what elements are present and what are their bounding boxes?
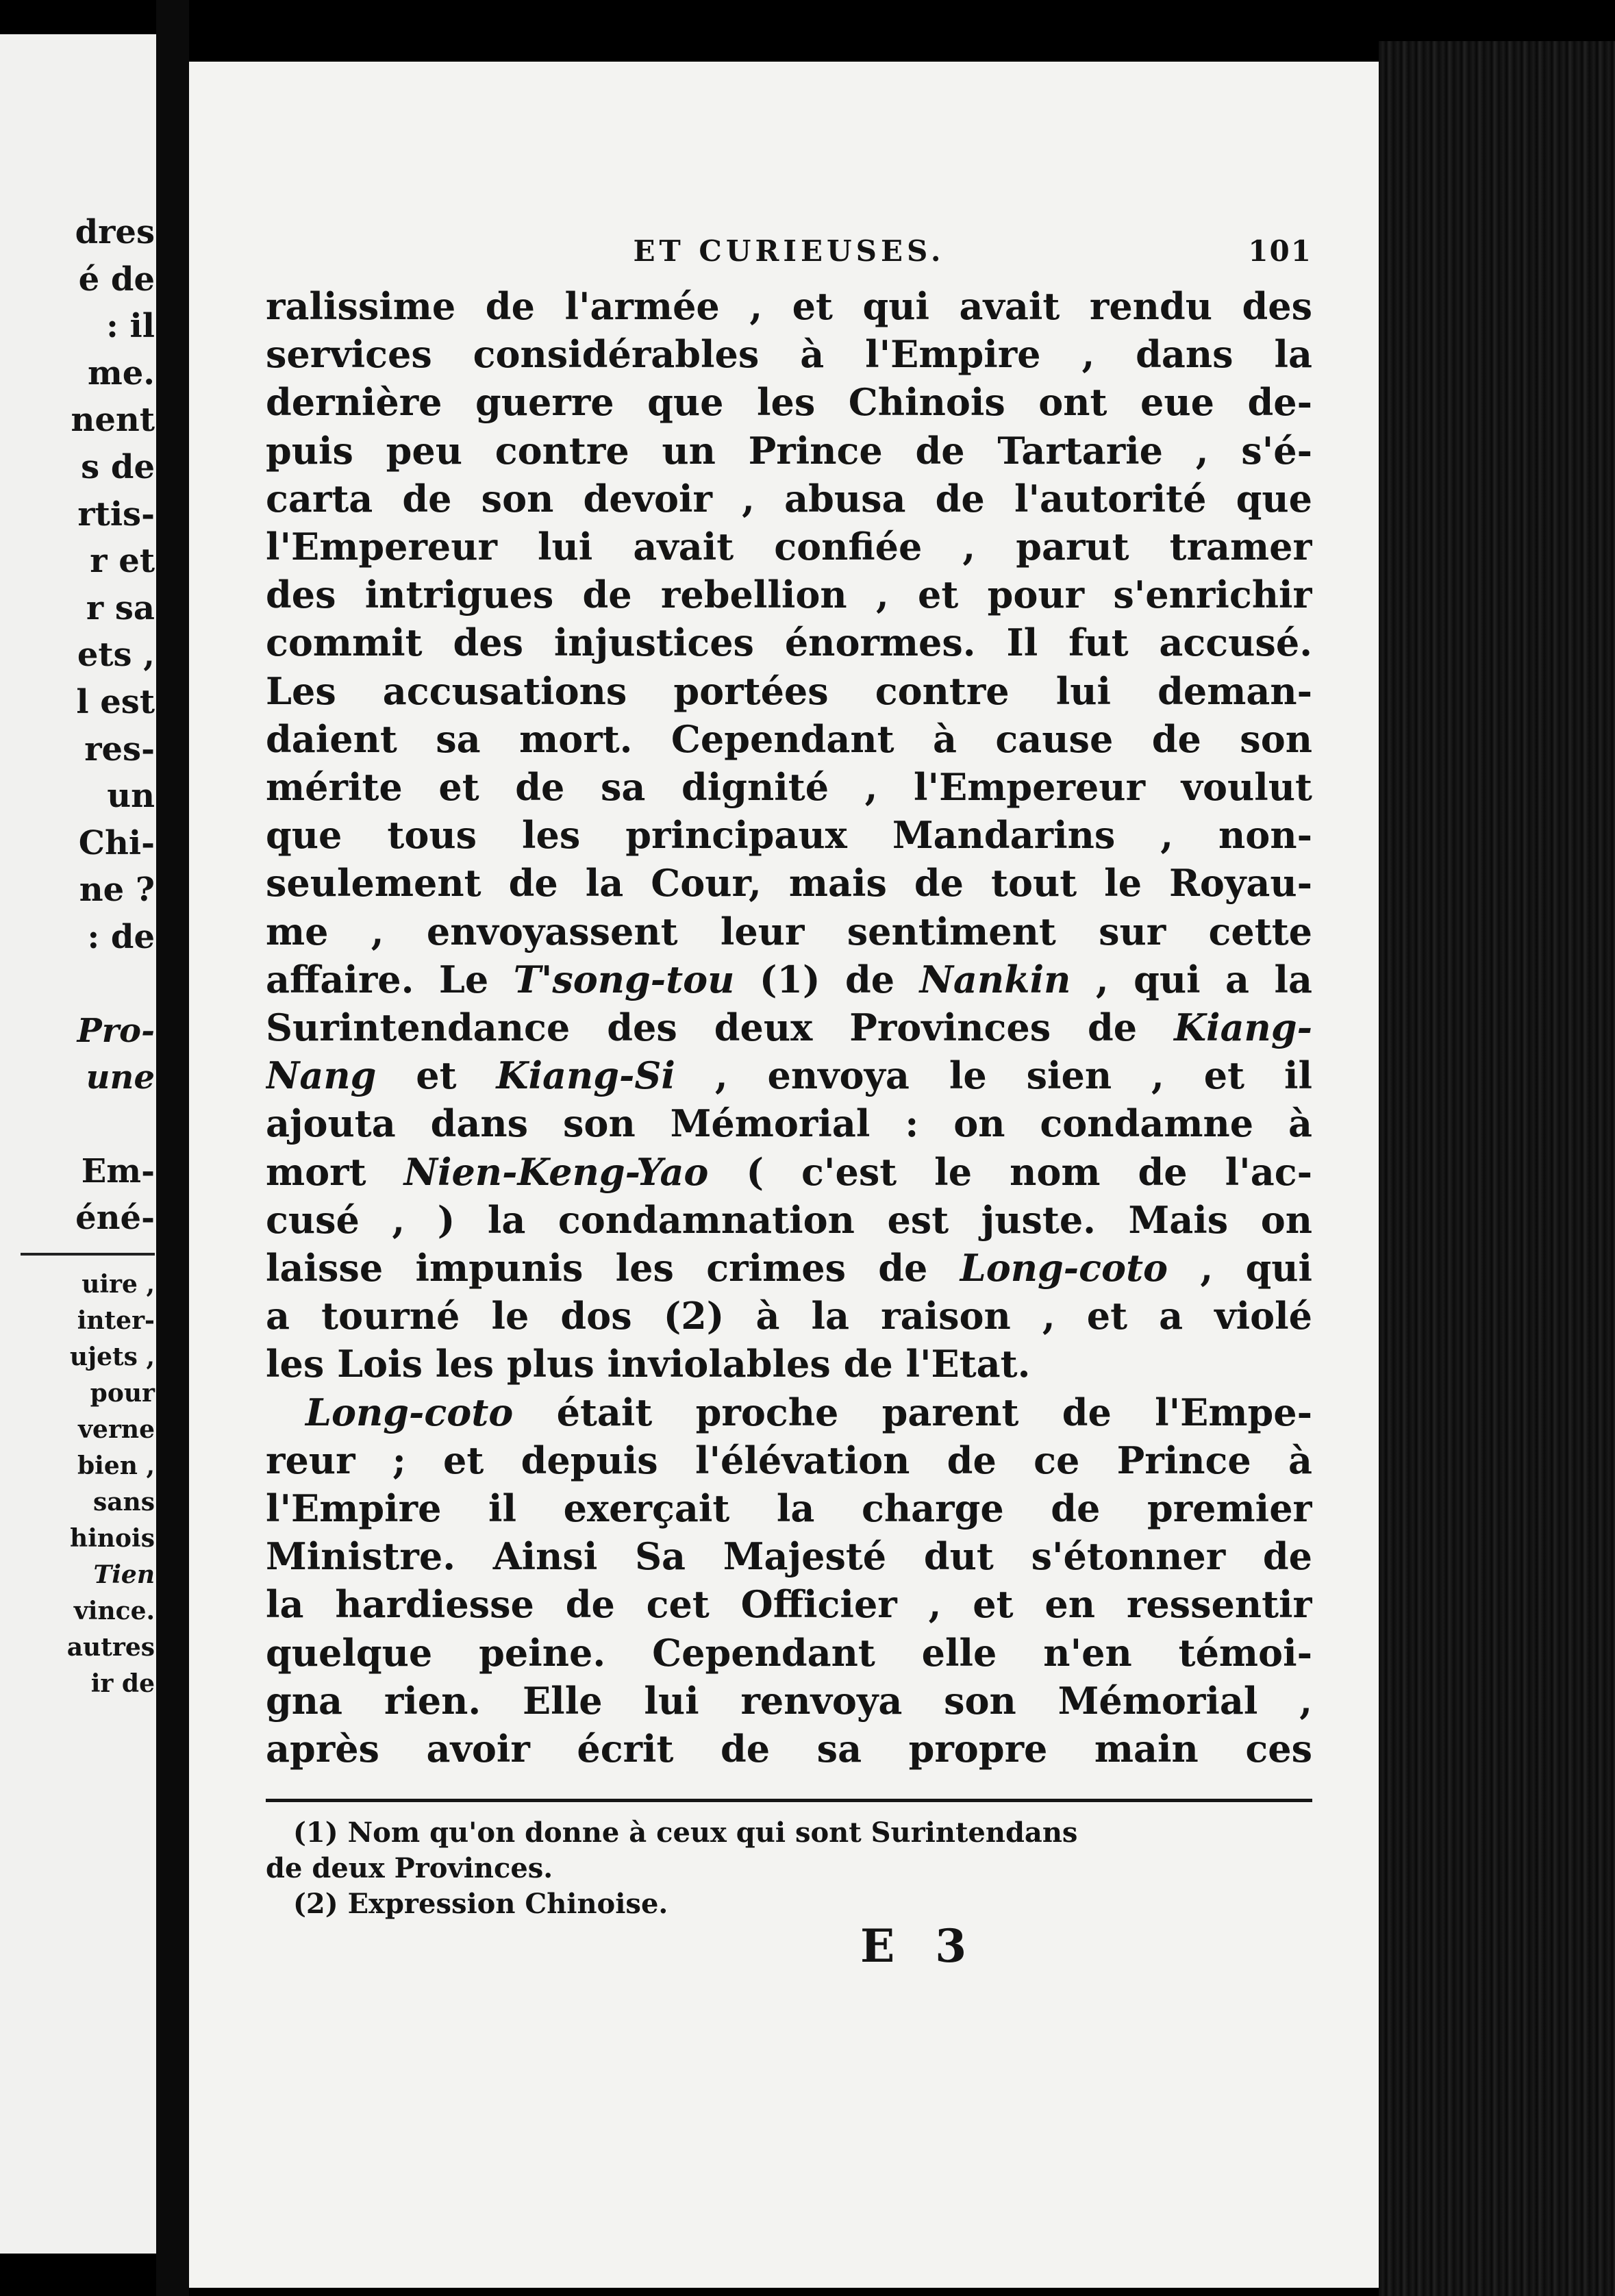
footnote-rule: [266, 1799, 1312, 1802]
footnote-line: (1) Nom qu'on donne à ceux qui sont Surintendans: [293, 1817, 1078, 1849]
blank-line: [0, 1101, 155, 1148]
text-line: [266, 956, 1312, 1003]
text-run: , qui: [1168, 1246, 1312, 1290]
footnotes: [266, 1815, 1312, 1922]
left-line: : de: [87, 917, 155, 956]
left-line: éné-: [75, 1199, 155, 1238]
text-line: gna rien. Elle lui renvoya son Mémorial ,: [266, 1678, 1312, 1723]
text-line: [266, 1051, 1312, 1099]
left-note-line: hinois: [70, 1523, 155, 1553]
left-line: res-: [84, 729, 155, 769]
running-head: [266, 234, 1312, 275]
body-text: [266, 282, 1312, 1773]
text-run: mort: [266, 1149, 404, 1194]
left-note-line: bien ,: [77, 1451, 155, 1480]
italic-term: Long-coto: [960, 1246, 1168, 1290]
left-note-line: inter-: [77, 1306, 155, 1335]
text-line: ralissime de l'armée , et qui avait rendu des: [266, 284, 1312, 328]
text-line: [266, 1003, 1312, 1051]
text-run: laisse impunis les crimes de: [266, 1246, 960, 1290]
italic-term: Nankin: [919, 957, 1071, 1001]
text-line: daient sa mort. Cependant à cause de son: [266, 716, 1312, 761]
text-line: me , envoyassent leur sentiment sur cette: [266, 909, 1312, 953]
text-line: [266, 1388, 1312, 1436]
left-note-line: pour: [90, 1378, 155, 1408]
left-note-line: autres: [66, 1632, 155, 1662]
text-line: [266, 1244, 1312, 1292]
left-note-line: Tien: [93, 1560, 155, 1589]
text-line: les Lois les plus inviolables de l'Etat.: [266, 1342, 1031, 1386]
text-run: (1) de: [734, 957, 920, 1001]
blank-line: [0, 961, 155, 1008]
previous-page-text: [0, 209, 155, 1702]
page-number: 101: [1248, 234, 1312, 268]
left-line: une: [86, 1058, 155, 1097]
footnote-line: de deux Provinces.: [266, 1852, 553, 1884]
left-line: r sa: [86, 588, 155, 627]
italic-term: Kiang-: [1174, 1006, 1312, 1050]
signature-mark: E 3: [860, 1919, 979, 1973]
left-line: ne ?: [79, 871, 155, 910]
text-line: que tous les principaux Mandarins , non-: [266, 813, 1312, 858]
left-line: nent: [71, 401, 155, 440]
italic-term: Kiang-Si: [496, 1053, 675, 1098]
italic-term: T'song-tou: [513, 957, 735, 1001]
text-run: Surintendance des deux Provinces de: [266, 1006, 1175, 1050]
text-line: a tourné le dos (2) à la raison , et a violé: [266, 1294, 1312, 1338]
text-line: cusé , ) la condamnation est juste. Mais on: [266, 1197, 1312, 1242]
left-line: Em-: [81, 1151, 155, 1190]
footnote-rule: [21, 1253, 155, 1256]
text-line: Les accusations portées contre lui deman-: [266, 669, 1312, 713]
text-line: reur ; et depuis l'élévation de ce Prince à: [266, 1438, 1312, 1482]
text-line: services considérables à l'Empire , dans la: [266, 332, 1312, 377]
page-edges: [1379, 41, 1615, 2296]
book-gutter: [156, 0, 189, 2296]
text-run: était proche parent de l'Empe-: [513, 1390, 1312, 1434]
text-line: des intrigues de rebellion , et pour s'enrichir: [266, 573, 1312, 617]
text-run: , qui a la: [1071, 957, 1312, 1001]
text-line: puis peu contre un Prince de Tartarie , s'é-: [266, 428, 1312, 473]
left-note-line: sans: [92, 1487, 155, 1517]
text-line: commit des injustices énormes. Il fut accusé.: [266, 621, 1312, 665]
left-note-line: ir de: [90, 1669, 155, 1698]
text-run: ( c'est le nom de l'ac-: [708, 1149, 1312, 1194]
left-line: Chi-: [78, 823, 155, 862]
text-line: ajouta dans son Mémorial : on condamne à: [266, 1101, 1312, 1146]
left-line: un: [107, 777, 155, 816]
footnote-line: (2) Expression Chinoise.: [293, 1888, 668, 1920]
text-line: seulement de la Cour, mais de tout le Royau-: [266, 861, 1312, 906]
text-line: [266, 1148, 1312, 1196]
text-run: affaire. Le: [266, 957, 514, 1001]
left-line: s de: [81, 447, 155, 486]
text-line: mérite et de sa dignité , l'Empereur voulut: [266, 765, 1312, 810]
left-note-line: uire ,: [82, 1269, 155, 1299]
running-head-title: ET CURIEUSES.: [633, 234, 945, 268]
italic-term: Nang: [266, 1053, 377, 1098]
italic-term: Nien-Keng-Yao: [403, 1149, 709, 1194]
left-note-line: vince.: [73, 1596, 155, 1625]
text-line: l'Empire il exerçait la charge de premier: [266, 1486, 1312, 1531]
left-line: é de: [78, 260, 155, 299]
left-line: l est: [76, 682, 155, 721]
text-run: , envoya le sien , et il: [675, 1053, 1312, 1098]
text-line: Ministre. Ainsi Sa Majesté dut s'étonner de: [266, 1534, 1312, 1579]
left-line: me.: [87, 353, 155, 392]
left-line: ets ,: [77, 636, 155, 675]
left-line: rtis-: [77, 495, 155, 534]
left-line: : il: [106, 307, 155, 346]
text-line: carta de son devoir , abusa de l'autorité que: [266, 476, 1312, 521]
italic-term: Long-coto: [305, 1390, 514, 1434]
text-line: dernière guerre que les Chinois ont eue de-: [266, 380, 1312, 425]
text-line: l'Empereur lui avait confiée , parut tramer: [266, 525, 1312, 569]
left-line: Pro-: [77, 1011, 155, 1050]
text-line: la hardiesse de cet Officier , et en ressentir: [266, 1582, 1312, 1627]
left-note-line: verne: [78, 1414, 155, 1444]
left-line: dres: [75, 213, 155, 251]
left-note-line: ujets ,: [69, 1342, 155, 1371]
text-line: quelque peine. Cependant elle n'en témoi-: [266, 1630, 1312, 1675]
previous-page-fragment: [0, 34, 156, 2254]
book-page: [189, 62, 1379, 2288]
text-run: et: [376, 1053, 497, 1098]
left-line: r et: [90, 542, 155, 581]
text-line: après avoir écrit de sa propre main ces: [266, 1727, 1312, 1771]
